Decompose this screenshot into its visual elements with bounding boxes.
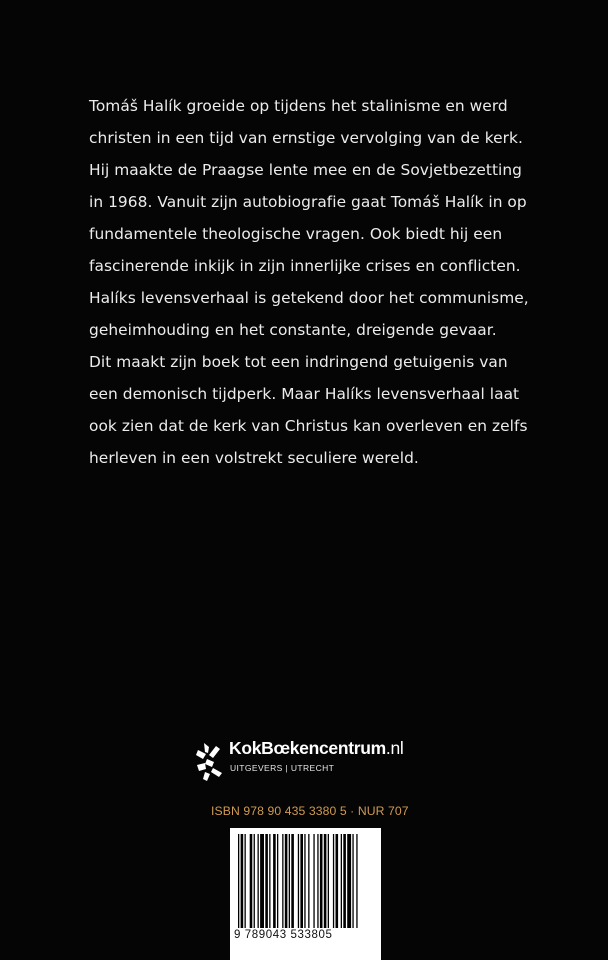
barcode-bar	[245, 834, 246, 928]
barcode-bar	[241, 834, 244, 928]
barcode-bar	[289, 834, 290, 928]
barcode-digits: 9 789043 533805	[234, 929, 333, 941]
barcode-bar	[238, 834, 239, 928]
publisher-logo	[195, 736, 435, 792]
blurb-line: Tomáš Halík groeide op tijdens het stalinisme en werd	[89, 97, 508, 115]
barcode-bar	[317, 834, 318, 928]
isbn-barcode	[230, 828, 381, 960]
kok-boekencentrum-logo-icon	[195, 740, 227, 784]
barcode-bar	[336, 834, 339, 928]
blurb-line: Dit maakt zijn boek tot een indringend getuigenis van	[89, 353, 508, 371]
barcode-bar	[273, 834, 276, 928]
barcode-bar	[298, 834, 299, 928]
blurb-line: fascinerende inkijk in zijn innerlijke crises en conflicten.	[89, 257, 521, 275]
blurb-line: herleven in een volstrekt seculiere wereld.	[89, 449, 419, 467]
blurb-line: geheimhouding en het constante, dreigende gevaar.	[89, 321, 497, 339]
blurb-line: ook zien dat de kerk van Christus kan overleven en zelfs	[89, 417, 528, 435]
blurb-line: fundamentele theologische vragen. Ook biedt hij een	[89, 225, 503, 243]
publisher-name: KokBœkencentrum.nl	[229, 738, 404, 758]
barcode-bar	[250, 834, 253, 928]
barcode-bar	[320, 834, 323, 928]
barcode-bars	[238, 834, 373, 928]
barcode-bar	[265, 834, 268, 928]
barcode-bar	[341, 834, 342, 928]
blurb-line: Halíks levensverhaal is getekend door het communisme,	[89, 289, 529, 307]
publisher-domain: .nl	[385, 738, 404, 758]
blurb-line: een demonisch tijdperk. Maar Halíks levensverhaal laat	[89, 385, 520, 403]
barcode-bar	[269, 834, 270, 928]
barcode-bar	[254, 834, 255, 928]
isbn-nur-line: ISBN 978 90 435 3380 5 · NUR 707	[211, 804, 409, 818]
barcode-bar	[260, 834, 264, 928]
barcode-bar	[291, 834, 294, 928]
barcode-bar	[313, 834, 314, 928]
barcode-bar	[304, 834, 305, 928]
barcode-bar	[347, 834, 351, 928]
barcode-bar	[328, 834, 329, 928]
publisher-subtitle: UITGEVERS | UTRECHT	[230, 763, 335, 773]
barcode-bar	[285, 834, 288, 928]
barcode-bar	[356, 834, 357, 928]
barcode-bar	[300, 834, 303, 928]
blurb-line: Hij maakte de Praagse lente mee en de Sovjetbezetting	[89, 161, 523, 179]
barcode-bar	[324, 834, 327, 928]
blurb-line: christen in een tijd van ernstige vervolging van de kerk.	[89, 129, 523, 147]
barcode-bar	[308, 834, 309, 928]
barcode-bar	[343, 834, 346, 928]
back-cover-blurb	[89, 90, 539, 474]
barcode-bar	[352, 834, 353, 928]
blurb-line: in 1968. Vanuit zijn autobiografie gaat Tomáš Halík in op	[89, 193, 527, 211]
barcode-bar	[277, 834, 278, 928]
barcode-bar	[333, 834, 334, 928]
barcode-bar	[258, 834, 259, 928]
barcode-bar	[282, 834, 283, 928]
